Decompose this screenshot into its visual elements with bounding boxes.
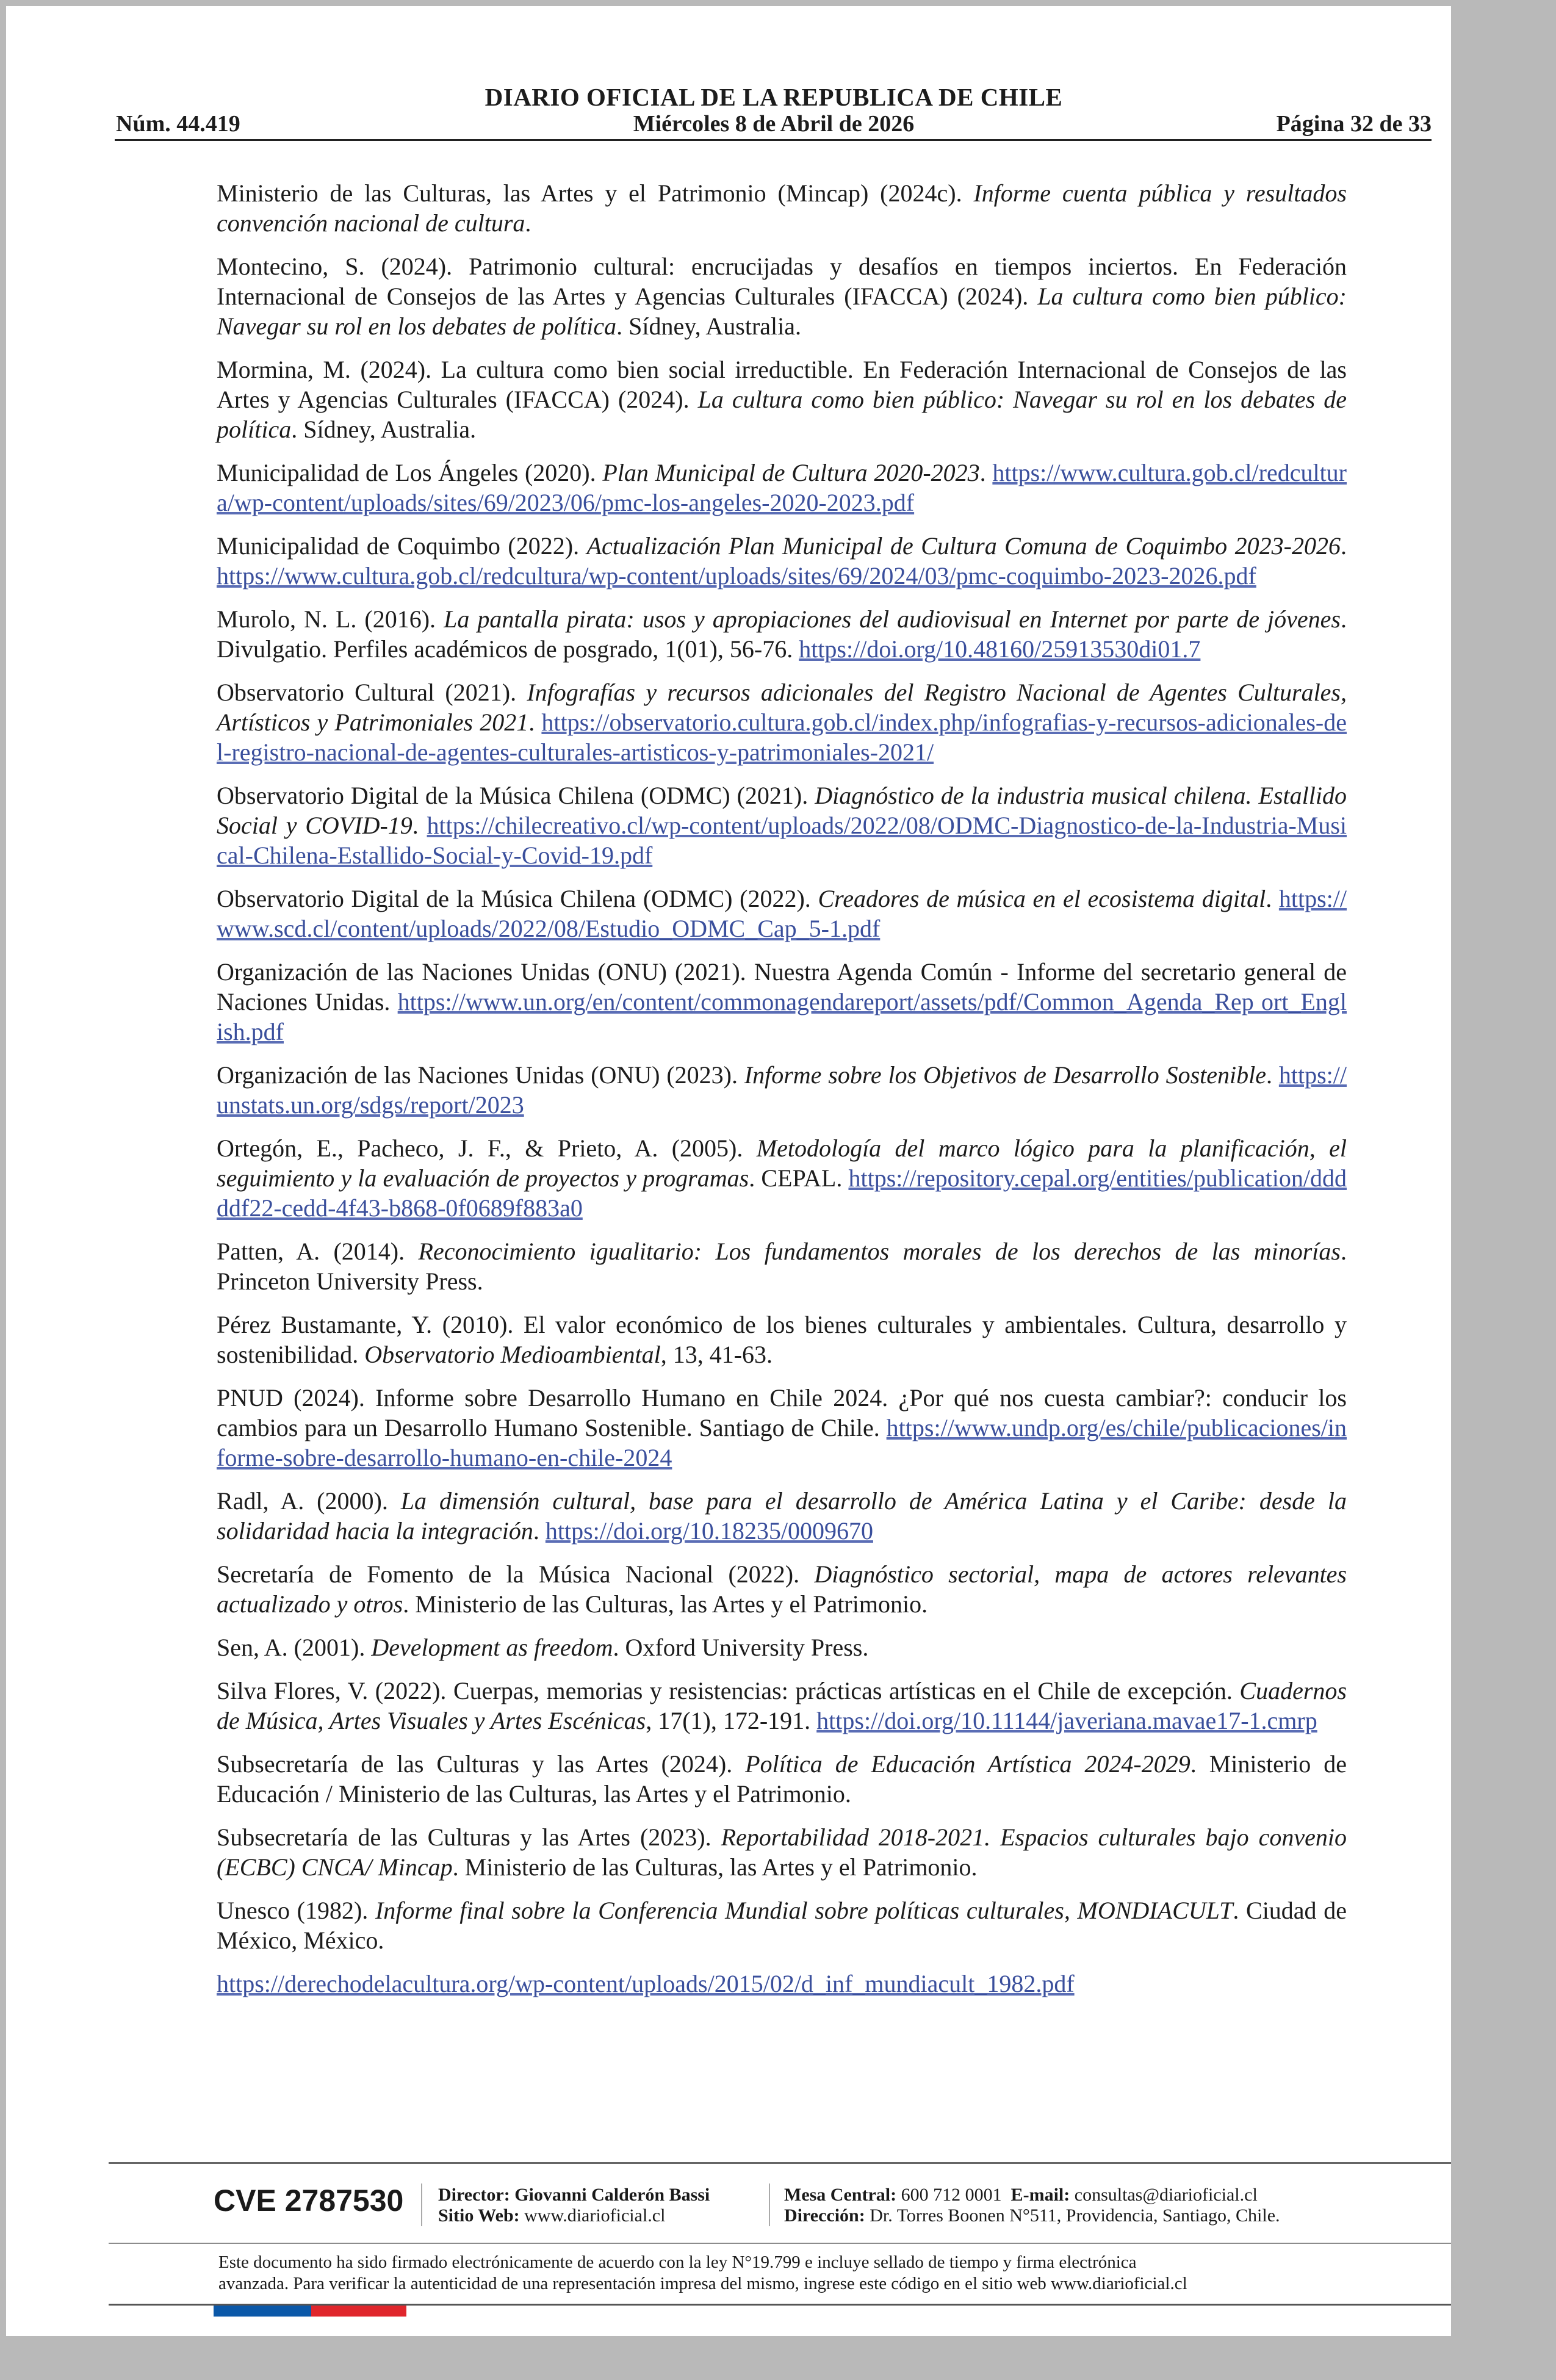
reference-link[interactable]: https://www.cultura.gob.cl/redcultura/wp-content/uploads/sites/69/2024/03/pmc-coquimbo-2023-2026.pdf [217,562,1256,590]
reference-text: Subsecretaría de las Culturas y las Artes (2023). [217,1823,721,1851]
reference-link[interactable]: https://www.scd.cl/content/uploads/2022/08/Estudio_ODMC_Cap_5-1.pdf [217,885,1347,942]
reference-title: Infografías y recursos adicionales del Registro Nacional de Agentes Culturales, Artísticos y Patrimoniales 2021 [217,679,1347,736]
reference-entry [217,251,1347,341]
reference-details: , 17(1), 172-191. [646,1707,817,1734]
reference-list [217,178,1347,1999]
page-header [116,76,1432,143]
reference-text: Organización de las Naciones Unidas (ONU) (2021). Nuestra Agenda Común - Informe del secretario general de Naciones Unidas. [217,958,1347,1015]
footer-contact-block [784,2185,1280,2226]
reference-link[interactable]: https://unstats.un.org/sdgs/report/2023 [217,1061,1347,1119]
reference-title: La pantalla pirata: usos y apropiaciones del audiovisual en Internet por parte de jóvenes [444,605,1341,633]
director-name: Giovanni Calderón Bassi [514,2185,710,2205]
reference-entry [217,677,1347,767]
reference-details: . Oxford University Press. [613,1634,869,1661]
reference-title: Observatorio Medioambiental [364,1341,661,1368]
reference-title: Actualización Plan Municipal de Cultura Comuna de Coquimbo 2023-2026 [586,532,1341,560]
reference-link[interactable]: https://www.cultura.gob.cl/redcultura/wp-content/uploads/sites/69/2023/06/pmc-los-angeles-2020-2023.pdf [217,459,1347,516]
reference-details: . [533,1517,546,1545]
reference-details: . Ministerio de las Culturas, las Artes y el Patrimonio. [452,1853,978,1881]
reference-details: . [525,209,531,237]
reference-entry [217,1310,1347,1369]
reference-entry [217,1133,1347,1223]
reference-text: Mormina, M. (2024). La cultura como bien social irreductible. En Federación Internacional de Consejos de las Artes y Agencias Culturales (IFACCA) (2024). [217,356,1347,413]
reference-entry [217,884,1347,943]
reference-details: . CEPAL. [749,1164,849,1192]
reference-details: . Divulgatio. Perfiles académicos de posgrado, 1(01), 56-76. [217,605,1347,663]
reference-text: PNUD (2024). Informe sobre Desarrollo Humano en Chile 2024. ¿Por qué nos cuesta cambiar?: conducir los cambios para un Desarrollo Humano Sostenible. Santiago de Chile. [217,1384,1347,1441]
reference-text: Observatorio Cultural (2021). [217,679,527,706]
reference-text: Organización de las Naciones Unidas (ONU) (2023). [217,1061,744,1089]
reference-entry [217,781,1347,870]
reference-title: Creadores de música en el ecosistema digital [818,885,1266,912]
reference-text: Patten, A. (2014). [217,1238,419,1265]
reference-text: Observatorio Digital de la Música Chilena (ODMC) (2021). [217,782,815,809]
mesa-label: Mesa Central: [784,2185,897,2205]
reference-link[interactable]: https://doi.org/10.48160/25913530di01.7 [799,635,1201,663]
reference-entry [217,1236,1347,1296]
reference-details: . Sídney, Australia. [616,312,802,340]
reference-entry [217,1060,1347,1120]
reference-entry [217,604,1347,664]
website-link[interactable]: www.diarioficial.cl [524,2205,666,2226]
reference-details: . Ministerio de Educación / Ministerio de las Culturas, las Artes y el Patrimonio. [217,1750,1347,1808]
reference-details: . Ministerio de las Culturas, las Artes y el Patrimonio. [403,1590,928,1618]
signature-notice [218,2252,1378,2295]
reference-text: Municipalidad de Los Ángeles (2020). [217,459,603,486]
footer-separator [769,2183,770,2226]
reference-link[interactable]: https://repository.cepal.org/entities/publication/dddddf22-cedd-4f43-b868-0f0689f883a0 [217,1164,1347,1222]
reference-title: Metodología del marco lógico para la planificación, el seguimiento y la evaluación de proyectos y programas [217,1134,1347,1192]
reference-text: Murolo, N. L. (2016). [217,605,444,633]
reference-text: Subsecretaría de las Culturas y las Artes (2024). [217,1750,746,1778]
reference-title: Reconocimiento igualitario: Los fundamentos morales de los derechos de las minorías [418,1238,1341,1265]
reference-entry [217,1486,1347,1546]
reference-link-standalone[interactable]: https://derechodelacultura.org/wp-content/uploads/2015/02/d_inf_mundiacult_1982.pdf [217,1970,1075,1997]
reference-title: Política de Educación Artística 2024-2029 [745,1750,1190,1778]
reference-details: . [1266,1061,1279,1089]
reference-link[interactable]: https://www.undp.org/es/chile/publicaciones/informe-sobre-desarrollo-humano-en-chile-2024 [217,1414,1347,1471]
reference-entry [217,957,1347,1047]
reference-link[interactable]: https://www.un.org/en/content/commonagendareport/assets/pdf/Common_Agenda_Rep ort_English.pdf [217,988,1347,1045]
reference-text: Secretaría de Fomento de la Música Nacional (2022). [217,1560,815,1588]
reference-entry [217,355,1347,444]
reference-details: . [528,709,542,736]
reference-title: Diagnóstico de la industria musical chilena. Estallido Social y COVID-19 [217,782,1347,839]
website-label: Sitio Web: [438,2205,520,2226]
mesa-phone: 600 712 0001 [901,2185,1002,2205]
reference-text: Montecino, S. (2024). Patrimonio cultural: encrucijadas y desafíos en tiempos inciertos. En Federación Internacional de Consejos de las Artes y Agencias Culturales (IFACCA) (2024). [217,253,1347,310]
email-label: E-mail: [1010,2185,1070,2205]
reference-text: Radl, A. (2000). [217,1487,401,1515]
reference-text: Observatorio Digital de la Música Chilena (ODMC) (2022). [217,885,818,912]
cve-code: CVE 2787530 [214,2183,404,2218]
reference-text: Sen, A. (2001). [217,1634,372,1661]
reference-entry [217,458,1347,517]
reference-text: Ortegón, E., Pacheco, J. F., & Prieto, A. (2005). [217,1134,757,1162]
footer-director-block [438,2185,710,2226]
reference-entry [217,1632,1347,1662]
footer-divider-top [109,2162,1451,2164]
reference-link[interactable]: https://observatorio.cultura.gob.cl/index.php/infografias-y-recursos-adicionales-del-registro-nacional-de-agentes-culturales-artisticos-y-patrimoniales-2021/ [217,709,1347,766]
email-link[interactable]: consultas@diarioficial.cl [1074,2185,1258,2205]
reference-title: Reportabilidad 2018-2021. Espacios culturales bajo convenio (ECBC) CNCA/ Mincap [217,1823,1347,1881]
reference-title: La cultura como bien público: Navegar su rol en los debates de política [217,283,1347,340]
reference-entry [217,1749,1347,1809]
signature-notice-line: Este documento ha sido firmado electrónicamente de acuerdo con la ley N°19.799 e incluye sellado de tiempo y firma electrónica [218,2252,1137,2272]
publication-title: DIARIO OFICIAL DE LA REPUBLICA DE CHILE [484,83,1063,111]
reference-details: . [979,459,993,486]
header-divider [115,139,1432,141]
footer-separator [421,2183,422,2226]
reference-details: . [412,812,427,839]
reference-entry [217,1559,1347,1619]
address-label: Dirección: [784,2205,865,2226]
reference-title: Cuadernos de Música, Artes Visuales y Artes Escénicas [217,1677,1347,1734]
reference-title: La dimensión cultural, base para el desarrollo de América Latina y el Caribe: desde la solidaridad hacia la integración [217,1487,1347,1545]
page-number: Página 32 de 33 [1276,111,1432,137]
document-page [6,6,1451,2336]
issue-date: Miércoles 8 de Abril de 2026 [633,111,915,137]
reference-details: . [1266,885,1279,912]
issue-number: Núm. 44.419 [116,111,240,137]
flag-stripe-red [311,2306,406,2317]
reference-link[interactable]: https://doi.org/10.18235/0009670 [545,1517,873,1545]
director-label: Director: [438,2185,510,2205]
reference-title: Development as freedom [371,1634,613,1661]
reference-entry [217,1676,1347,1736]
reference-title: Plan Municipal de Cultura 2020-2023 [602,459,980,486]
reference-text: Unesco (1982). [217,1897,375,1924]
reference-title: Informe final sobre la Conferencia Mundial sobre políticas culturales, MONDIACULT [375,1897,1233,1924]
reference-entry [217,1822,1347,1882]
footer-divider-middle [109,2243,1451,2244]
reference-title: Informe sobre los Objetivos de Desarrollo Sostenible [744,1061,1267,1089]
reference-text: Municipalidad de Coquimbo (2022). [217,532,587,560]
reference-link[interactable]: https://doi.org/10.11144/javeriana.mavae17-1.cmrp [816,1707,1317,1734]
reference-details: . Sídney, Australia. [291,416,477,443]
reference-text: Pérez Bustamante, Y. (2010). El valor económico de los bienes culturales y ambientales. Cultura, desarrollo y sostenibilidad. [217,1311,1347,1368]
reference-details: . [1341,532,1347,560]
reference-details: . Princeton University Press. [217,1238,1347,1295]
reference-entry [217,1383,1347,1473]
reference-details: . Ciudad de México, México. [217,1897,1347,1954]
reference-entry [217,531,1347,591]
reference-title: La cultura como bien público: Navegar su rol en los debates de política [217,386,1347,443]
flag-stripe-blue [214,2306,311,2317]
signature-notice-line: avanzada. Para verificar la autenticidad de una representación impresa del mismo, ingrese este código en el sitio web www.diarioficial.cl [218,2274,1187,2293]
reference-text: Ministerio de las Culturas, las Artes y el Patrimonio (Mincap) (2024c). [217,179,974,207]
reference-entry [217,178,1347,238]
reference-entry [217,1895,1347,1955]
reference-link[interactable]: https://chilecreativo.cl/wp-content/uploads/2022/08/ODMC-Diagnostico-de-la-Industria-Musical-Chilena-Estallido-Social-y-Covid-19.pdf [217,812,1347,869]
reference-details: , 13, 41-63. [660,1341,773,1368]
reference-title: Informe cuenta pública y resultados convención nacional de cultura [217,179,1347,237]
address-value: Dr. Torres Boonen N°511, Providencia, Santiago, Chile. [870,2205,1280,2226]
reference-title: Diagnóstico sectorial, mapa de actores relevantes actualizado y otros [217,1560,1347,1618]
reference-text: Silva Flores, V. (2022). Cuerpas, memorias y resistencias: prácticas artísticas en el Chile de excepción. [217,1677,1240,1704]
